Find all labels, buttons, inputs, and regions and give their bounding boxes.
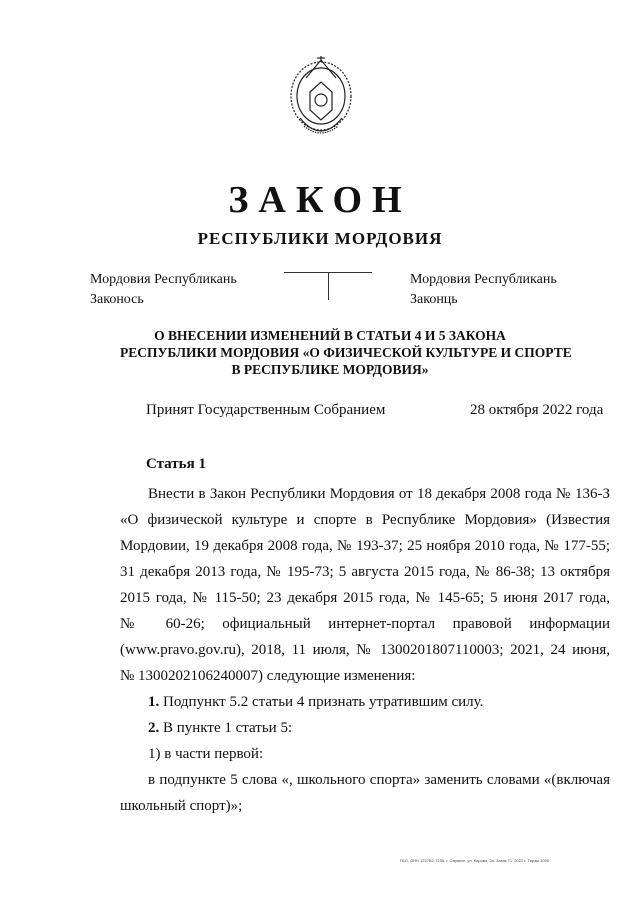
article-heading: Статья 1 [146, 456, 206, 472]
body-line-7: (www.pravo.gov.ru), 2018, 11 июля, № 1300201807110003; 2021, 24 июня, [120, 642, 610, 658]
law-title-line-1: О ВНЕСЕНИИ ИЗМЕНЕНИЙ В СТАТЬИ 4 И 5 ЗАКОНА [154, 328, 506, 343]
law-title-line-3: В РЕСПУБЛИКЕ МОРДОВИЯ» [231, 362, 429, 377]
item-2-text: В пункте 1 статьи 5: [163, 720, 293, 736]
body-line-6: № 60-26; официальный интернет-портал правовой информации [120, 616, 610, 632]
body-line-2: «О физической культуре и спорте в Республике Мордовия» (Известия [120, 512, 610, 528]
masthead-left [90, 270, 237, 310]
body-line-4: 31 декабря 2013 года, № 195-73; 5 августа 2015 года, № 86-38; 13 октября [120, 564, 610, 580]
article-body [120, 481, 610, 819]
masthead-left-line-1: Мордовия Республикань [90, 272, 237, 287]
item-2 [120, 715, 610, 741]
masthead-left-line-2: Законось [90, 292, 144, 307]
item-1 [120, 689, 610, 715]
masthead-right-line-2: Законць [410, 292, 458, 307]
masthead-right [410, 270, 557, 310]
item-1-text: Подпункт 5.2 статьи 4 признать утратившим силу. [163, 694, 484, 710]
paragraph-line-2: школьный спорт)»; [120, 798, 243, 814]
adopted-date: 28 октября 2022 года [470, 402, 604, 418]
body-line-5: 2015 года, № 115-50; 23 декабря 2015 года, № 145-65; 5 июня 2017 года, [120, 590, 610, 606]
paragraph-line-1: в подпункте 5 слова «, школьного спорта» заменить словами «(включая [148, 772, 610, 788]
document-subtitle: РЕСПУБЛИКИ МОРДОВИЯ [197, 229, 443, 248]
body-line-3: Мордовии, 19 декабря 2008 года, № 193-37; 25 ноября 2010 года, № 177-55; [120, 538, 610, 554]
body-line-8: № 1300202106240007) следующие изменения: [120, 668, 416, 684]
body-line-1: Внести в Закон Республики Мордовия от 18 декабря 2008 года № 136-З [148, 486, 610, 502]
masthead-right-line-1: Мордовия Республикань [410, 272, 557, 287]
coat-of-arms-emblem [286, 48, 356, 148]
law-title-line-2: РЕСПУБЛИКИ МОРДОВИЯ «О ФИЗИЧЕСКОЙ КУЛЬТУРЕ И СПОРТЕ [120, 345, 572, 360]
print-footer: ГБО, ОНН 1337В2-7155, г. Саранск, ул. Кирова, 2а. Заказ 71. 2022 г. Тираж 1000 [400, 858, 550, 863]
item-1-number: 1. [148, 694, 160, 710]
document-title: ЗАКОН [228, 179, 412, 221]
masthead-divider-tick [328, 272, 329, 300]
item-2-number: 2. [148, 720, 160, 736]
sub-item-1: 1) в части первой: [148, 746, 264, 762]
law-title [120, 327, 572, 378]
adopted-label: Принят Государственным Собранием [146, 402, 386, 418]
